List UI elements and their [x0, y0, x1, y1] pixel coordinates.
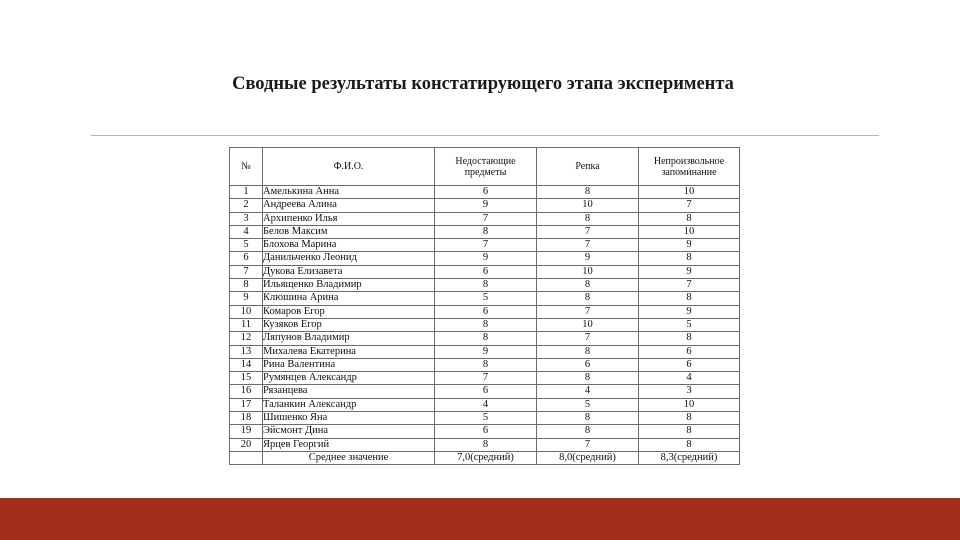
row-turnip: 8	[537, 212, 639, 225]
row-full-name: Рина Валентина	[263, 358, 435, 371]
row-missing-items: 4	[435, 398, 537, 411]
table-row	[230, 332, 740, 345]
results-table	[229, 147, 740, 465]
row-missing-items: 9	[435, 252, 537, 265]
average-number-cell	[230, 451, 263, 464]
header-number: №	[230, 148, 263, 186]
table-row	[230, 305, 740, 318]
slide-title: Сводные результаты констатирующего этапа эксперимента	[232, 74, 734, 94]
row-number: 9	[230, 292, 263, 305]
row-missing-items: 8	[435, 358, 537, 371]
row-number: 6	[230, 252, 263, 265]
row-full-name: Дукова Елизавета	[263, 265, 435, 278]
header-missing-items: Недостающие предметы	[435, 148, 537, 186]
table-header-row	[230, 148, 740, 186]
table-row	[230, 412, 740, 425]
row-turnip: 9	[537, 252, 639, 265]
header-full-name: Ф.И.О.	[263, 148, 435, 186]
row-missing-items: 8	[435, 332, 537, 345]
row-number: 20	[230, 438, 263, 451]
row-missing-items: 8	[435, 438, 537, 451]
average-label: Среднее значение	[263, 451, 435, 464]
row-number: 13	[230, 345, 263, 358]
row-turnip: 4	[537, 385, 639, 398]
row-involuntary-memory: 8	[639, 425, 740, 438]
table-row	[230, 239, 740, 252]
row-turnip: 7	[537, 438, 639, 451]
row-number: 1	[230, 186, 263, 199]
row-number: 17	[230, 398, 263, 411]
row-full-name: Рязанцева	[263, 385, 435, 398]
row-missing-items: 6	[435, 305, 537, 318]
row-number: 3	[230, 212, 263, 225]
row-turnip: 5	[537, 398, 639, 411]
row-full-name: Клюшина Арина	[263, 292, 435, 305]
average-missing-items: 7,0(средний)	[435, 451, 537, 464]
average-turnip: 8,0(средний)	[537, 451, 639, 464]
row-missing-items: 7	[435, 239, 537, 252]
row-involuntary-memory: 9	[639, 305, 740, 318]
row-turnip: 10	[537, 199, 639, 212]
bottom-accent-bar	[0, 498, 960, 540]
row-full-name: Михалева Екатерина	[263, 345, 435, 358]
row-full-name: Комаров Егор	[263, 305, 435, 318]
row-full-name: Ильященко Владимир	[263, 279, 435, 292]
row-turnip: 10	[537, 265, 639, 278]
row-involuntary-memory: 8	[639, 212, 740, 225]
row-involuntary-memory: 4	[639, 372, 740, 385]
row-number: 16	[230, 385, 263, 398]
row-number: 19	[230, 425, 263, 438]
table-row	[230, 265, 740, 278]
average-row	[230, 451, 740, 464]
row-number: 15	[230, 372, 263, 385]
row-involuntary-memory: 7	[639, 279, 740, 292]
row-missing-items: 9	[435, 345, 537, 358]
row-full-name: Белов Максим	[263, 225, 435, 238]
table-row	[230, 398, 740, 411]
row-involuntary-memory: 3	[639, 385, 740, 398]
row-missing-items: 7	[435, 372, 537, 385]
table-row	[230, 212, 740, 225]
row-full-name: Блохова Марина	[263, 239, 435, 252]
row-full-name: Кузяков Егор	[263, 318, 435, 331]
row-turnip: 8	[537, 186, 639, 199]
row-full-name: Таланкин Александр	[263, 398, 435, 411]
row-number: 11	[230, 318, 263, 331]
row-missing-items: 9	[435, 199, 537, 212]
row-missing-items: 6	[435, 425, 537, 438]
table-row	[230, 199, 740, 212]
row-number: 14	[230, 358, 263, 371]
row-turnip: 10	[537, 318, 639, 331]
row-turnip: 7	[537, 239, 639, 252]
row-full-name: Ярцев Георгий	[263, 438, 435, 451]
table-row	[230, 345, 740, 358]
table-row	[230, 372, 740, 385]
row-involuntary-memory: 9	[639, 239, 740, 252]
row-missing-items: 6	[435, 385, 537, 398]
row-involuntary-memory: 8	[639, 412, 740, 425]
row-missing-items: 6	[435, 186, 537, 199]
table-row	[230, 186, 740, 199]
row-turnip: 8	[537, 425, 639, 438]
row-turnip: 8	[537, 279, 639, 292]
row-missing-items: 5	[435, 292, 537, 305]
header-turnip: Репка	[537, 148, 639, 186]
row-full-name: Андреева Алина	[263, 199, 435, 212]
row-number: 5	[230, 239, 263, 252]
table-row	[230, 385, 740, 398]
row-missing-items: 7	[435, 212, 537, 225]
row-full-name: Данильченко Леонид	[263, 252, 435, 265]
row-involuntary-memory: 10	[639, 398, 740, 411]
table-row	[230, 252, 740, 265]
row-full-name: Шишенко Яна	[263, 412, 435, 425]
row-involuntary-memory: 10	[639, 225, 740, 238]
row-missing-items: 8	[435, 225, 537, 238]
row-missing-items: 8	[435, 318, 537, 331]
row-full-name: Архипенко Илья	[263, 212, 435, 225]
row-turnip: 8	[537, 412, 639, 425]
table-row	[230, 318, 740, 331]
row-missing-items: 6	[435, 265, 537, 278]
row-involuntary-memory: 8	[639, 438, 740, 451]
table-row	[230, 225, 740, 238]
row-turnip: 6	[537, 358, 639, 371]
row-involuntary-memory: 10	[639, 186, 740, 199]
row-turnip: 7	[537, 225, 639, 238]
row-involuntary-memory: 8	[639, 292, 740, 305]
row-number: 4	[230, 225, 263, 238]
row-involuntary-memory: 6	[639, 358, 740, 371]
row-turnip: 7	[537, 332, 639, 345]
row-involuntary-memory: 6	[639, 345, 740, 358]
row-involuntary-memory: 5	[639, 318, 740, 331]
table-row	[230, 279, 740, 292]
row-full-name: Румянцев Александр	[263, 372, 435, 385]
table-row	[230, 438, 740, 451]
row-involuntary-memory: 8	[639, 252, 740, 265]
row-involuntary-memory: 8	[639, 332, 740, 345]
row-turnip: 8	[537, 292, 639, 305]
row-number: 7	[230, 265, 263, 278]
row-full-name: Амелькина Анна	[263, 186, 435, 199]
title-divider	[91, 135, 879, 136]
row-number: 8	[230, 279, 263, 292]
row-missing-items: 5	[435, 412, 537, 425]
row-number: 2	[230, 199, 263, 212]
row-involuntary-memory: 9	[639, 265, 740, 278]
row-turnip: 8	[537, 345, 639, 358]
table-row	[230, 425, 740, 438]
row-number: 12	[230, 332, 263, 345]
table-row	[230, 358, 740, 371]
average-involuntary-memory: 8,3(средний)	[639, 451, 740, 464]
table-body	[230, 186, 740, 452]
header-involuntary-memory: Непроизвольное запоминание	[639, 148, 740, 186]
row-turnip: 8	[537, 372, 639, 385]
row-full-name: Эйсмонт Дина	[263, 425, 435, 438]
row-number: 18	[230, 412, 263, 425]
row-missing-items: 8	[435, 279, 537, 292]
row-full-name: Ляпунов Владимир	[263, 332, 435, 345]
table-row	[230, 292, 740, 305]
row-involuntary-memory: 7	[639, 199, 740, 212]
row-number: 10	[230, 305, 263, 318]
row-turnip: 7	[537, 305, 639, 318]
